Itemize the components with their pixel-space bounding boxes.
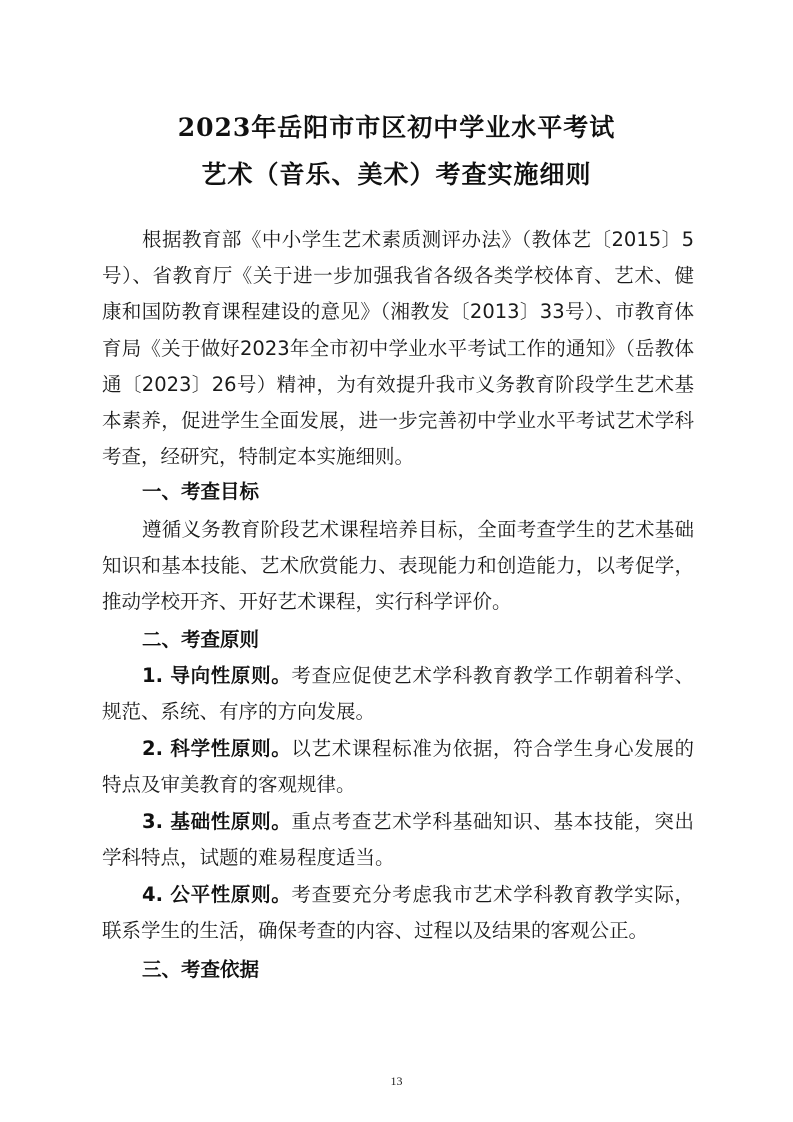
principle-3: [102, 804, 694, 876]
document-title-line-1: 2023年岳阳市市区初中学业水平考试: [177, 113, 616, 142]
document-title-line-2: 艺术（音乐、美术）考查实施细则: [201, 160, 592, 189]
principle-1-lead: 1. 导向性原则。: [142, 664, 292, 687]
section-3-heading: 三、考查依据: [142, 958, 260, 981]
principle-2-lead: 2. 科学性原则。: [142, 737, 292, 760]
principle-2-text: 以艺术课程标准为依据，符合学生身心发展的特点及审美教育的客观规律。: [102, 737, 694, 797]
principle-1-text: 考查应促使艺术学科教育教学工作朝着科学、规范、系统、有序的方向发展。: [102, 664, 694, 724]
principle-1: [102, 658, 694, 730]
principle-4: [102, 877, 694, 949]
principle-4-text: 考查要充分考虑我市艺术学科教育教学实际，联系学生的生活，确保考查的内容、过程以及结果的客观公正。: [102, 883, 694, 943]
section-1-heading: 一、考查目标: [142, 480, 260, 503]
section-1-text: 遵循义务教育阶段艺术课程培养目标，全面考查学生的艺术基础知识和基本技能、艺术欣赏能力、表现能力和创造能力，以考促学，推动学校开齐、开好艺术课程，实行科学评价。: [102, 518, 694, 614]
principle-3-lead: 3. 基础性原则。: [142, 810, 292, 833]
principle-4-lead: 4. 公平性原则。: [142, 883, 292, 906]
intro-paragraph: 根据教育部《中小学生艺术素质测评办法》（教体艺〔2015〕5号）、省教育厅《关于进一步加强我省各级各类学校体育、艺术、健康和国防教育课程建设的意见》（湘教发〔2013〕33号）、市教育体育局《关于做好2023年全市初中学业水平考试工作的通知》（岳教体通〔2023〕26号）精神，为有效提升我市义务教育阶段学生艺术基本素养，促进学生全面发展，进一步完善初中学业水平考试艺术学科考查，经研究，特制定本实施细则。: [102, 228, 694, 469]
page-number: 13: [390, 1074, 403, 1088]
principle-2: [102, 731, 694, 803]
principle-3-text: 重点考查艺术学科基础知识、基本技能，突出学科特点，试题的难易程度适当。: [102, 810, 694, 870]
section-2-heading: 二、考查原则: [142, 628, 260, 651]
